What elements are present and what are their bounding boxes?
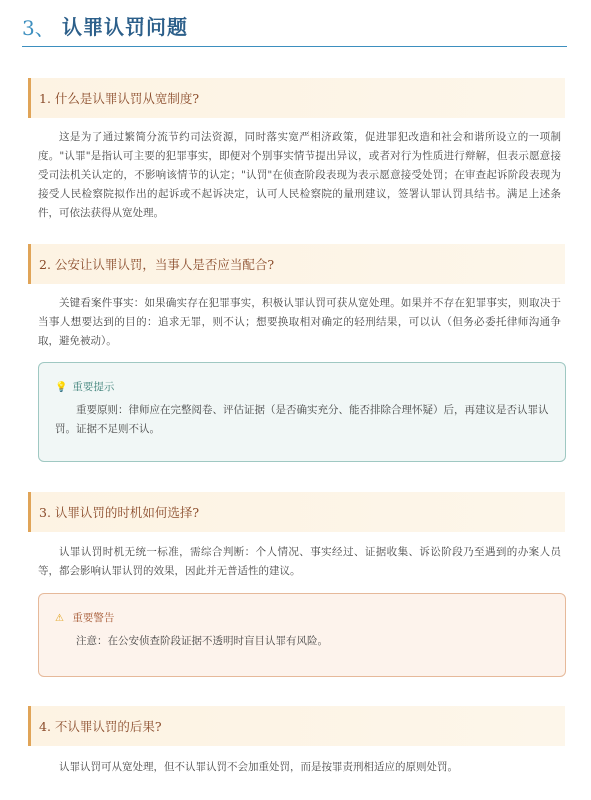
lightbulb-icon: 💡 [55,382,68,393]
section-paragraph-4: 认罪认罚可从宽处理，但不认罪认罚不会加重处罚，而是按罪责刑相适应的原则处罚。 [59,761,458,773]
page-header [22,8,567,47]
warning-title: 重要警告 [72,612,115,624]
section-heading-1 [28,78,565,118]
section-heading-text: 3. 认罪认罚的时机如何选择? [39,505,200,520]
section-heading-4 [28,706,565,746]
warning-icon: ⚠ [55,613,64,624]
section-heading-text: 2. 公安让认罪认罚，当事人是否应当配合? [39,257,275,272]
section-paragraph-1: 这是为了通过繁简分流节约司法资源，同时落实宽严相济政策，促进罪犯改造和社会和谐所设立的一项制度。"认罪"是指认可主要的犯罪事实，即便对个别事实情节提出异议，或者对行为性质进行辩解，但表示愿意接受司法机关认定的，不影响该情节的认定；"认罚"在侦查阶段表现为表示愿意接受处罚；在审查起诉阶段表现为接受人民检察院拟作出的起诉或不起诉决定，认可人民检察院的量刑建议，签署认罪认罚具结书。满足上述条件，可依法获得从宽处理。 [38,131,561,219]
tip-heading [55,379,114,394]
section-heading-3 [28,492,565,532]
section-heading-text: 4. 不认罪认罚的后果? [39,719,162,734]
section-number: 3、 [22,16,55,40]
warning-text: 注意：在公安侦查阶段证据不透明时盲目认罪有风险。 [76,635,328,647]
section-paragraph-2: 关键看案件事实：如果确实存在犯罪事实，积极认罪认罚可获从宽处理。如果并不存在犯罪事实，则取决于当事人想要达到的目的：追求无罪，则不认；想要换取相对确定的轻刑结果，可以认（但务必委托律师沟通争取，避免被动）。 [38,297,561,347]
tip-text: 重要原则：律师应在完整阅卷、评估证据（是否确实充分、能否排除合理怀疑）后，再建议是否认罪认罚。证据不足则不认。 [55,404,549,435]
section-heading-text: 1. 什么是认罪认罚从宽制度? [39,91,200,106]
warning-heading [55,610,114,625]
tip-title: 重要提示 [72,381,115,393]
warning-box [38,593,566,677]
page-title: 认罪认罚问题 [62,15,188,39]
section-heading-2 [28,244,565,284]
section-paragraph-3: 认罪认罚时机无统一标准，需综合判断：个人情况、事实经过、证据收集、诉讼阶段乃至遇到的办案人员等，都会影响认罪认罚的效果，因此并无普适性的建议。 [38,546,561,577]
tip-box [38,362,566,462]
